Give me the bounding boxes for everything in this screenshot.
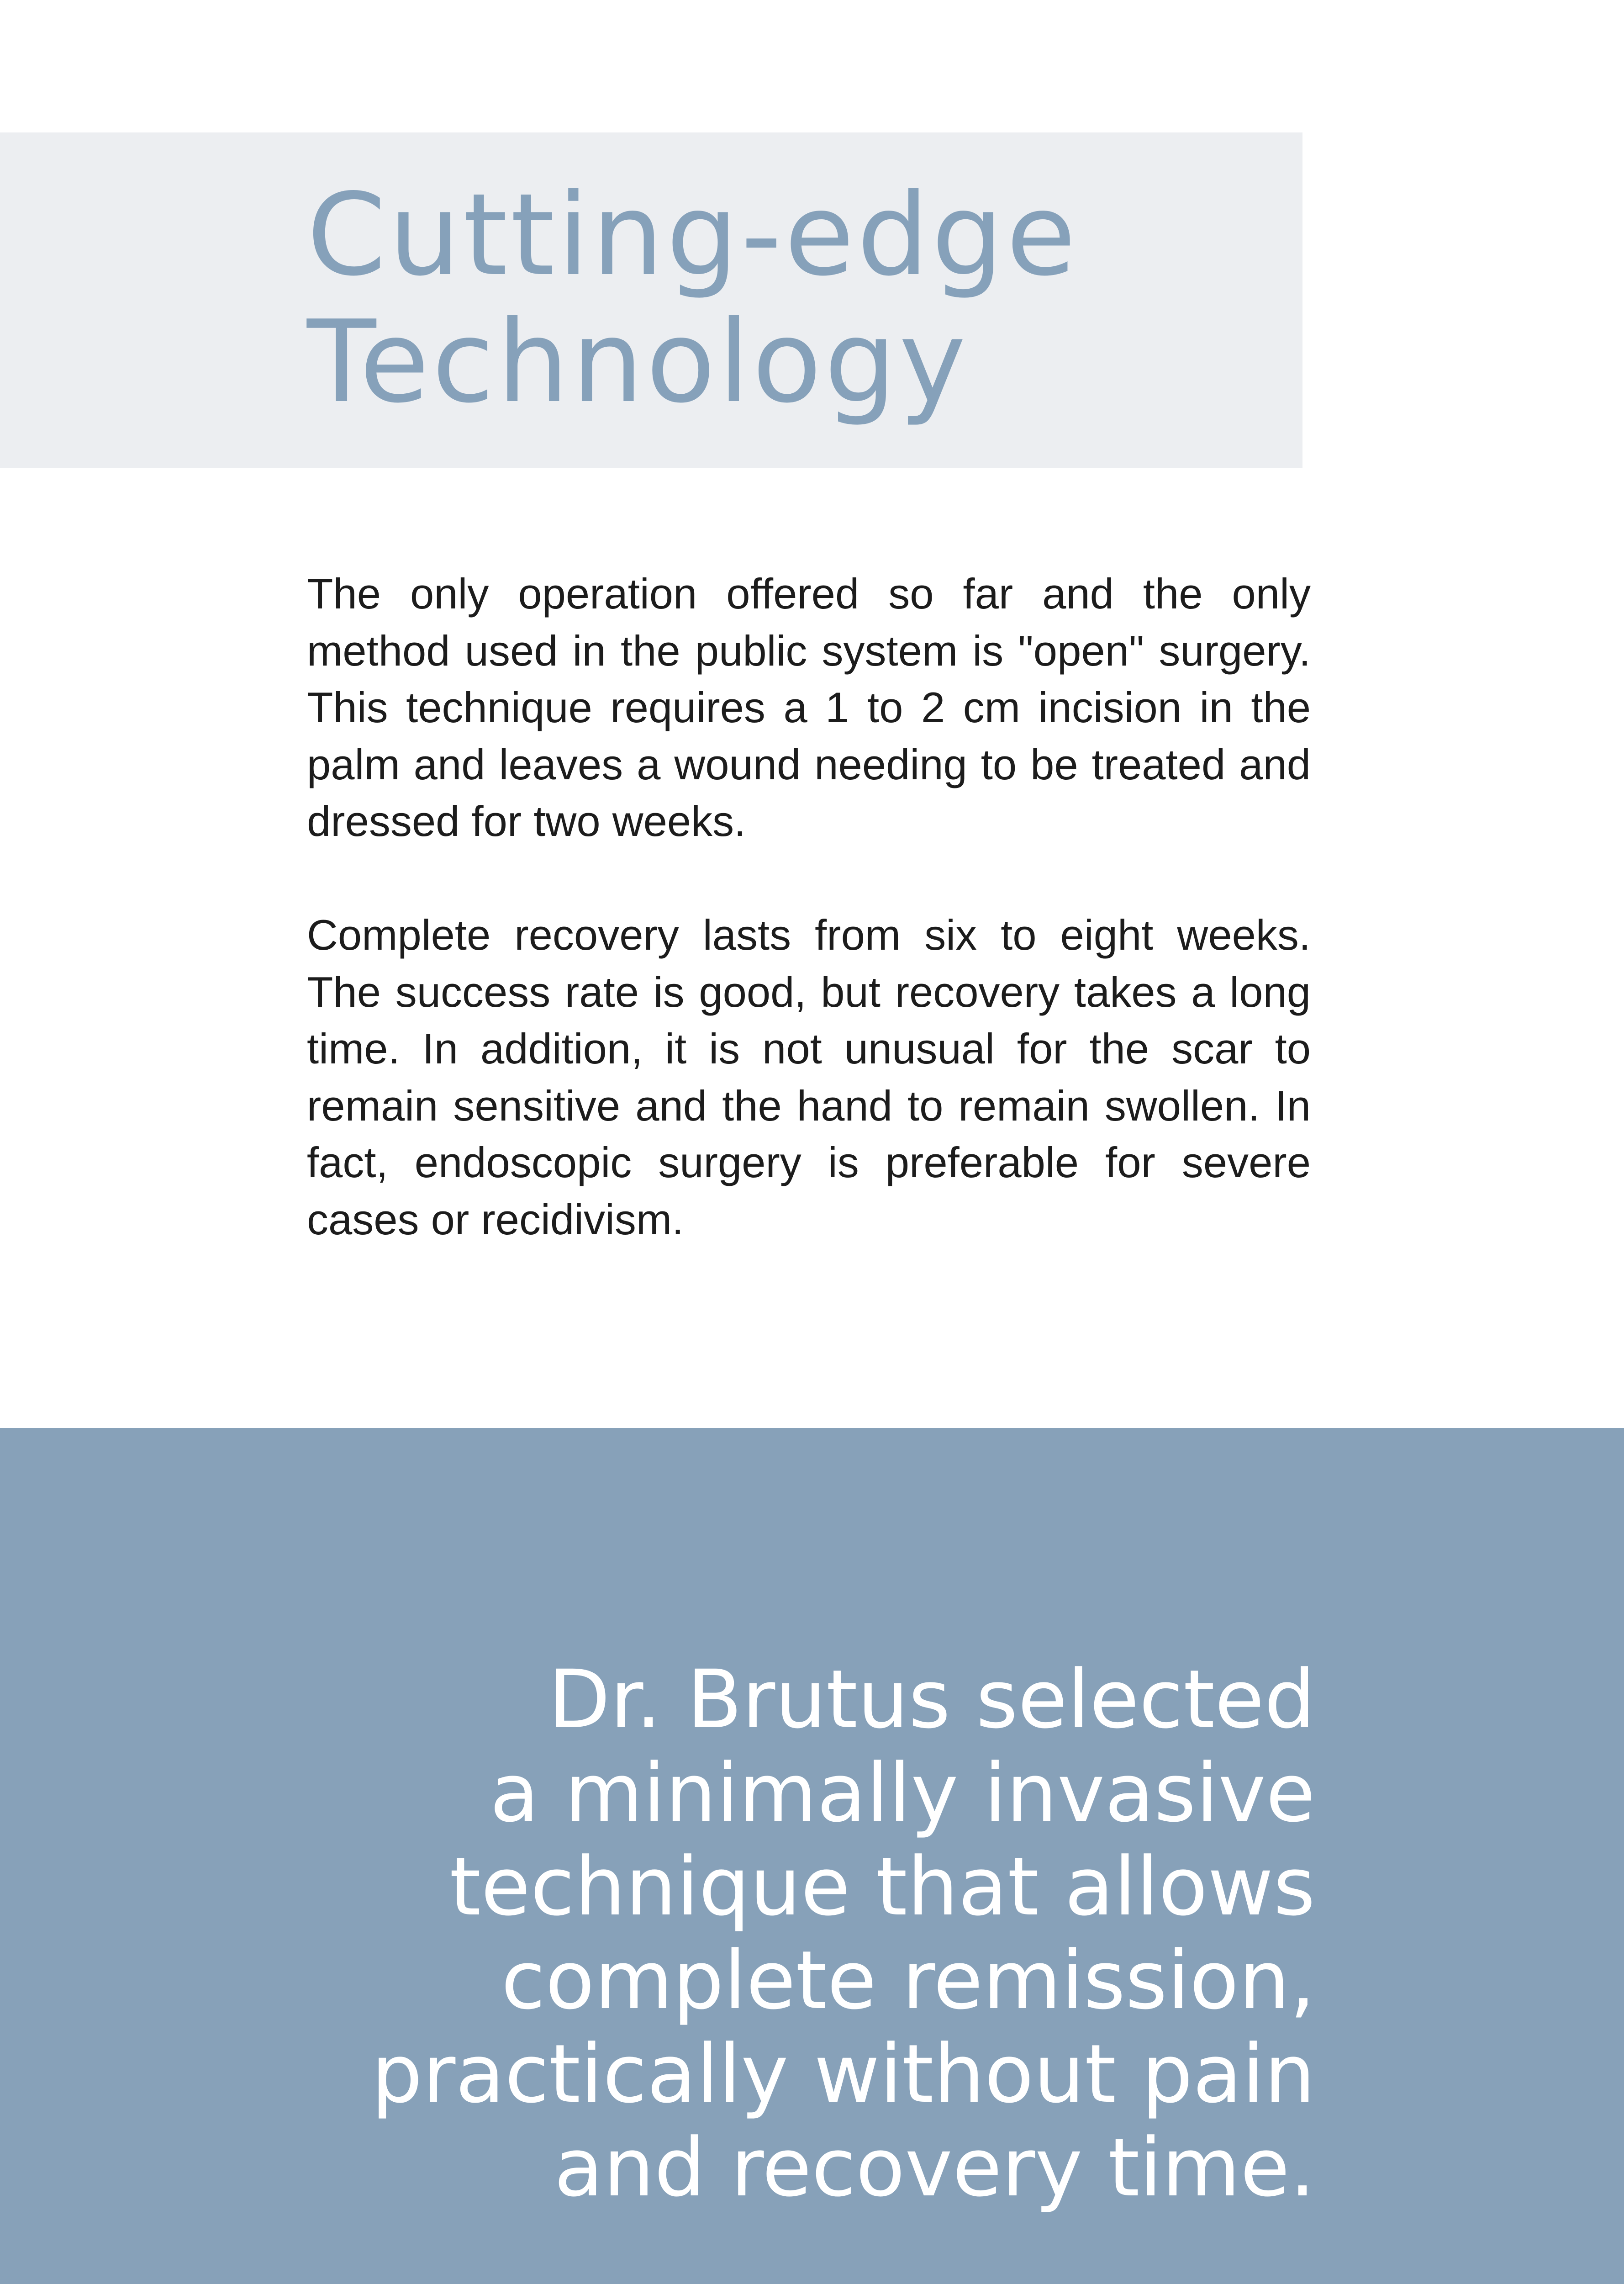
pull-quote-line-2: a minimally invasive xyxy=(490,1746,1315,1840)
body-text xyxy=(307,566,1311,1248)
pull-quote xyxy=(371,1653,1315,2215)
pull-quote-line-6: and recovery time. xyxy=(554,2121,1315,2215)
pull-quote-line-3: technique that allows xyxy=(449,1840,1315,1934)
pull-quote-line-4: complete remission, xyxy=(501,1934,1315,2027)
page-title-line-1: Cutting-edge xyxy=(307,169,1079,301)
body-paragraph-1: The only operation offered so far and the only method used in the public system is "open" surgery. This technique requires a 1 to 2 cm incision in the palm and leaves a wound needing to be treated and dressed for two weeks. xyxy=(307,570,1311,845)
page-title-line-2: Technology xyxy=(307,296,969,428)
pull-quote-line-5: practically without pain xyxy=(371,2027,1315,2121)
body-paragraph-2: Complete recovery lasts from six to eight weeks. The success rate is good, but recovery takes a long time. In addition, it is not unusual for the scar to remain sensitive and the hand to remain swollen. In fact, endoscopic surgery is preferable for severe cases or recidivism. xyxy=(307,911,1311,1243)
pull-quote-line-1: Dr. Brutus selected xyxy=(548,1653,1315,1746)
page-title xyxy=(307,169,1079,428)
